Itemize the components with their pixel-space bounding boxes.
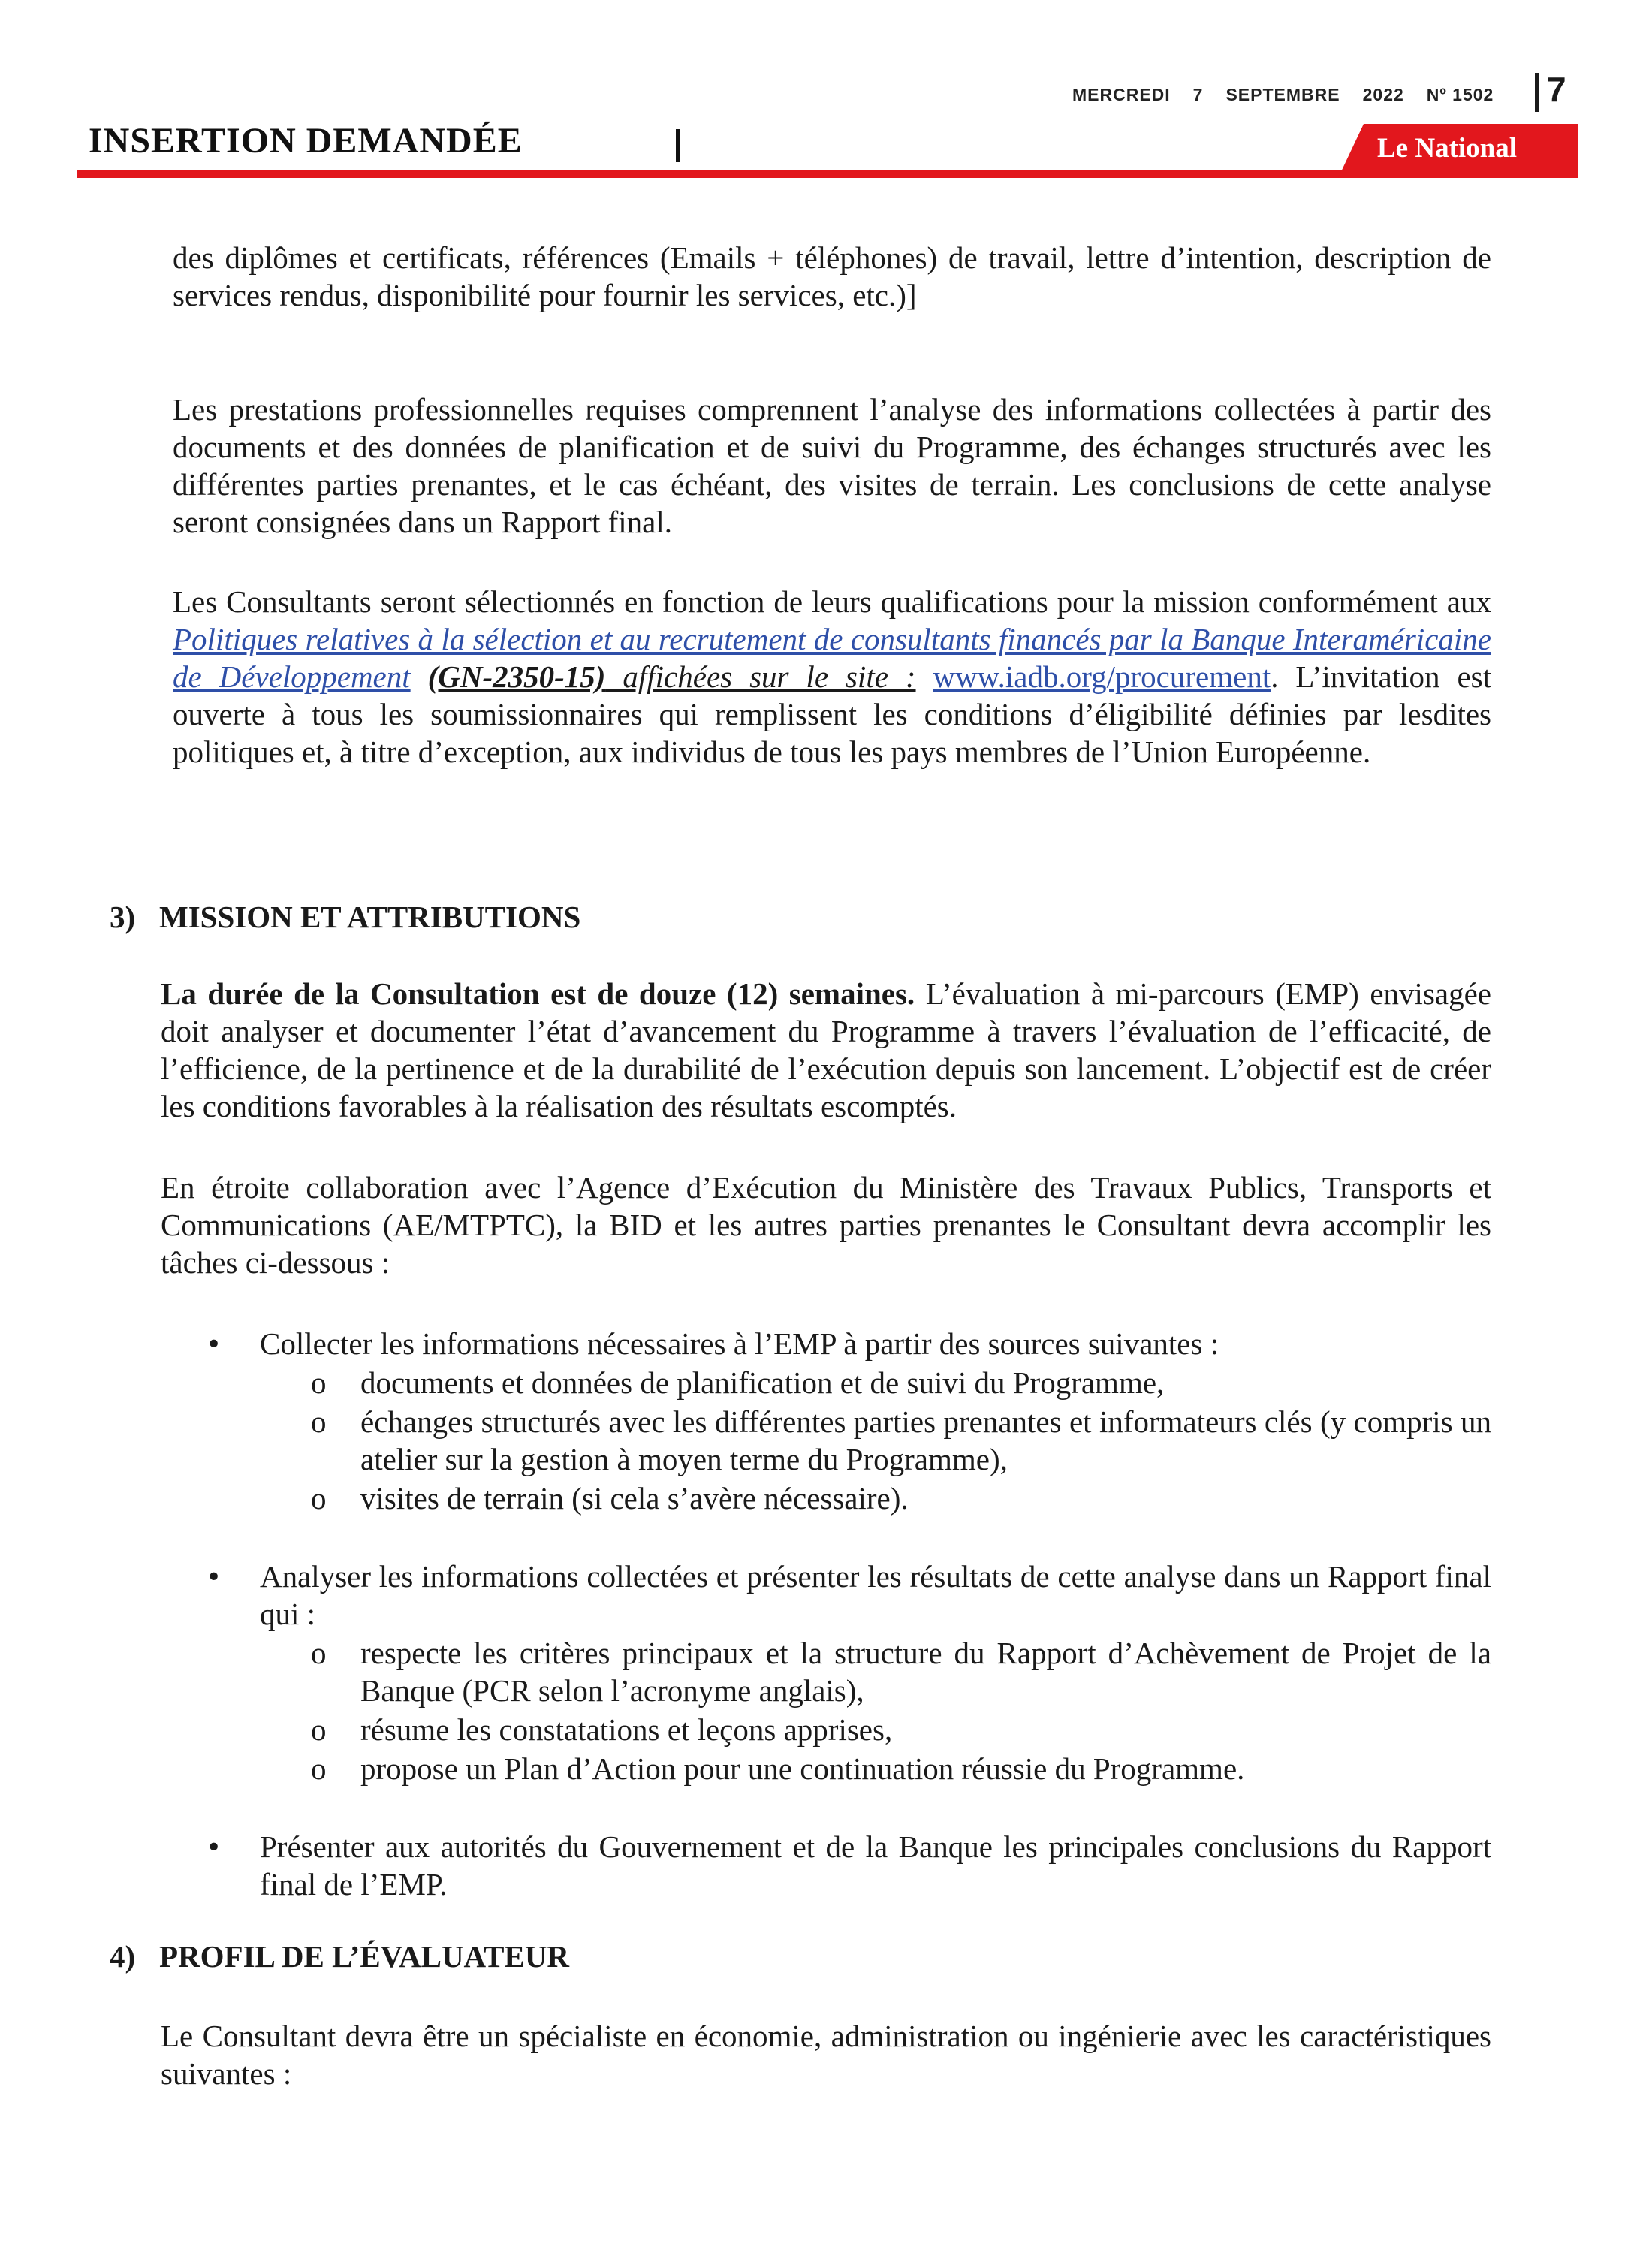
section-3-p1-rest: L’évaluation à mi-parcours (EMP) envisagée doit analyser et documenter l’état d’avancement du Programme à travers l’évaluation de l’efficacité, de l’efficience, de la pertinence et de la durabilité de l’exécution depuis son lancement. L’objectif est de créer les conditions favorables à la réalisation des résultats escomptés. [161, 976, 1491, 1123]
brand-name: Le National [1377, 133, 1518, 164]
dateline-day: 7 [1192, 85, 1204, 104]
duration-statement: La durée de la Consultation est de douze (12) semaines. [161, 976, 915, 1011]
dateline-weekday: MERCREDI [1072, 85, 1171, 104]
task-2-sub-1: respecte les critères principaux et la structure du Rapport d’Achèvement de Projet de la Banque (PCR selon l’acronyme anglais), [360, 1636, 1491, 1708]
intro-paragraph-2: Les prestations professionnelles requises comprennent l’analyse des informations collectées à partir des documents et des données de planification et de suivi du Programme, des échanges structurés avec les différentes parties prenantes, et le cas échéant, des visites de terrain. Les conclusions de cette analyse seront consignées dans un Rapport final. [173, 392, 1491, 539]
sub-bullet-marker: o [311, 1751, 327, 1786]
section-3-number: 3) [110, 900, 136, 934]
task-1: Collecter les informations nécessaires à l’EMP à partir des sources suivantes : [260, 1326, 1219, 1361]
bullet-marker: • [206, 1329, 222, 1360]
policy-code: (GN-2350-15) [427, 659, 606, 694]
intro-p3-before: Les Consultants seront sélectionnés en fonction de leurs qualifications pour la mission conformément aux [173, 584, 1491, 619]
sub-bullet-marker: o [311, 1636, 327, 1670]
bullet-marker: • [206, 1832, 222, 1863]
task-1-sub-2: échanges structurés avec les différentes parties prenantes et informateurs clés (y compris un atelier sur la gestion à moyen terme du Programme), [360, 1404, 1491, 1476]
posted-on-site: affichées sur le site : [605, 659, 916, 694]
dateline-year: 2022 [1362, 85, 1404, 104]
dateline-issue: Nº 1502 [1426, 85, 1494, 104]
section-4-paragraph-1: Le Consultant devra être un spécialiste en économie, administration ou ingénierie avec les caractéristiques suivantes : [161, 2019, 1491, 2091]
task-1-sub-1: documents et données de planification et de suivi du Programme, [360, 1365, 1165, 1400]
policies-link[interactable]: Politiques relatives à la sélection et au recrutement de consultants financés par la Banque Interaméricaine de Développement [173, 622, 1491, 694]
sub-bullet-marker: o [311, 1481, 327, 1516]
task-1-sub-3: visites de terrain (si cela s’avère nécessaire). [360, 1481, 909, 1516]
intro-paragraph-3 [173, 583, 1491, 771]
task-3: Présenter aux autorités du Gouvernement et de la Banque les principales conclusions du Rapport final de l’EMP. [260, 1829, 1491, 1902]
sub-bullet-marker: o [311, 1365, 327, 1400]
procurement-url-link[interactable]: www.iadb.org/procurement [933, 659, 1271, 694]
task-2-sub-3: propose un Plan d’Action pour une continuation réussie du Programme. [360, 1751, 1245, 1786]
section-4-title: PROFIL DE L’ÉVALUATEUR [159, 1939, 570, 1974]
section-4-number: 4) [110, 1939, 136, 1974]
intro-p3-after: . L’invitation est ouverte à tous les soumissionnaires qui remplissent les conditions d’éligibilité définies par lesdites politiques et, à titre d’exception, aux individus de tous les pays membres de l’Union Européenne. [173, 659, 1492, 769]
section-3-paragraph-2: En étroite collaboration avec l’Agence d’Exécution du Ministère des Travaux Publics, Transports et Communications (AE/MTPTC), la BID et les autres parties prenantes le Consultant devra accomplir les tâches ci-dessous : [161, 1170, 1491, 1280]
intro-paragraph-1: des diplômes et certificats, références (Emails + téléphones) de travail, lettre d’intention, description de services rendus, disponibilité pour fournir les services, etc.)] [173, 240, 1491, 312]
section-3-title: MISSION ET ATTRIBUTIONS [159, 900, 581, 934]
dateline-month: SEPTEMBRE [1225, 85, 1340, 104]
bullet-marker: • [206, 1562, 222, 1593]
sub-bullet-marker: o [311, 1404, 327, 1439]
task-2: Analyser les informations collectées et présenter les résultats de cette analyse dans un Rapport final qui : [260, 1559, 1491, 1631]
section-title: INSERTION DEMANDÉE [89, 121, 523, 161]
section-3-paragraph-1 [161, 975, 1491, 1125]
task-2-sub-2: résume les constatations et leçons apprises, [360, 1712, 893, 1747]
page-number: 7 [1547, 70, 1566, 109]
sub-bullet-marker: o [311, 1712, 327, 1747]
